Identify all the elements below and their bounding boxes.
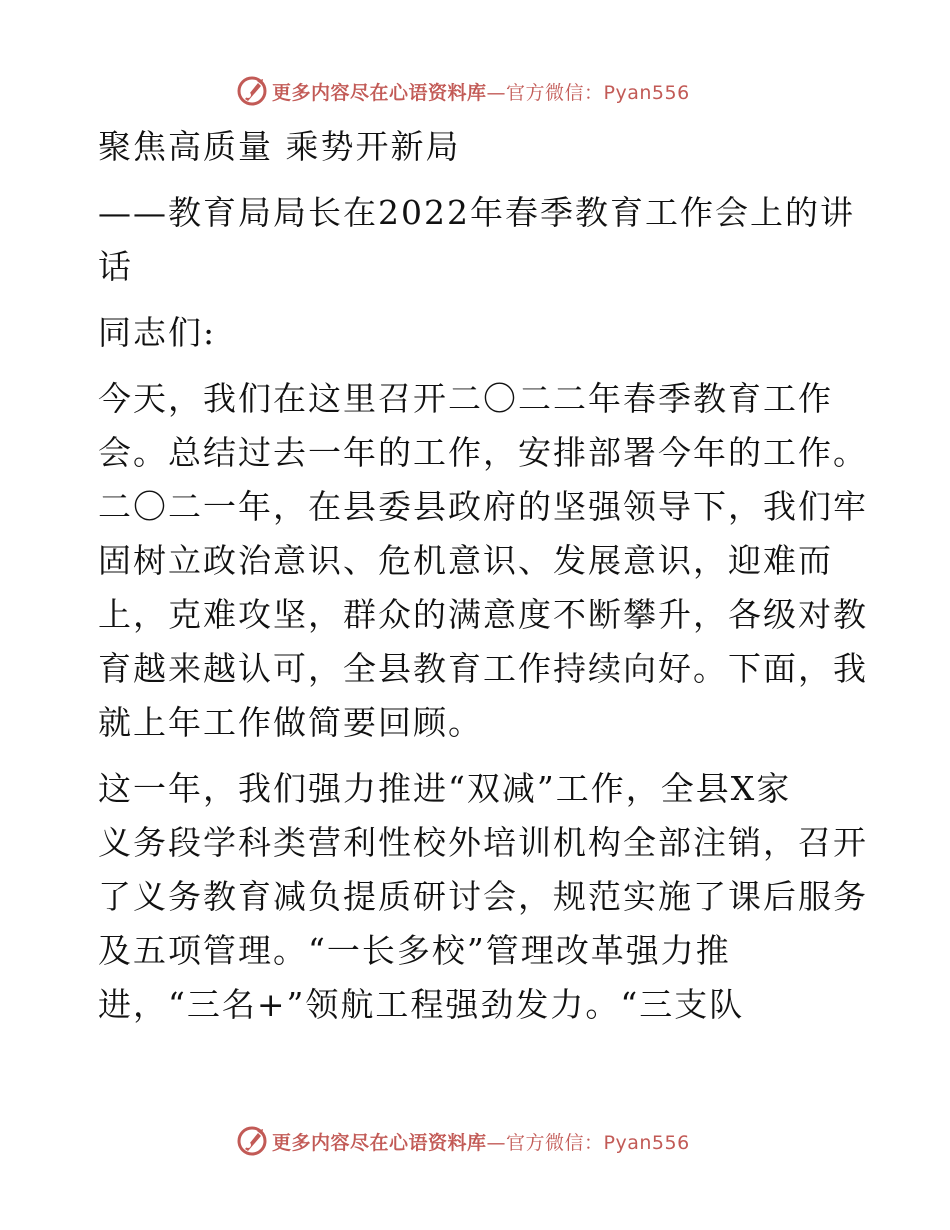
paragraph-line: 固树立政治意识、危机意识、发展意识，迎难而 <box>98 541 833 580</box>
banner-wechat: —官方微信：Pyan556 <box>486 81 690 104</box>
paragraph-line: 这一年，我们强力推进“双减”工作，全县X家 <box>98 769 792 808</box>
paragraph-line: 了义务教育减负提质研讨会，规范实施了课后服务 <box>98 877 868 916</box>
document-body <box>98 120 868 1032</box>
paragraph-line: 进，“三名+”领航工程强劲发力。“三支队 <box>98 985 745 1024</box>
banner-text: 更多内容尽在心语资料库 <box>272 81 487 104</box>
paragraph-line: 就上年工作做简要回顾。 <box>98 703 483 742</box>
banner-text: 更多内容尽在心语资料库 <box>272 1131 487 1154</box>
header-banner <box>236 74 690 108</box>
footer-banner <box>236 1124 690 1158</box>
banner-wechat: —官方微信：Pyan556 <box>486 1131 690 1154</box>
document-subtitle-line: 话 <box>98 247 133 286</box>
salutation: 同志们: <box>98 313 217 352</box>
paragraph-line: 及五项管理。“一长多校”管理改革强力推 <box>98 931 731 970</box>
document-subtitle-line: ——教育局局长在2022年春季教育工作会上的讲 <box>98 193 855 232</box>
paragraph-line: 会。总结过去一年的工作，安排部署今年的工作。 <box>98 433 868 472</box>
document-title: 聚焦高质量 乘势开新局 <box>98 127 461 166</box>
paragraph-line: 上，克难攻坚，群众的满意度不断攀升，各级对教 <box>98 595 868 634</box>
paragraph-line: 二〇二一年，在县委县政府的坚强领导下，我们牢 <box>98 487 868 526</box>
quill-pen-logo-icon <box>236 75 268 107</box>
paragraph-line: 今天，我们在这里召开二〇二二年春季教育工作 <box>98 379 833 418</box>
quill-pen-logo-icon <box>236 1125 268 1157</box>
paragraph-line: 义务段学科类营利性校外培训机构全部注销，召开 <box>98 823 868 862</box>
paragraph-line: 育越来越认可，全县教育工作持续向好。下面，我 <box>98 649 868 688</box>
